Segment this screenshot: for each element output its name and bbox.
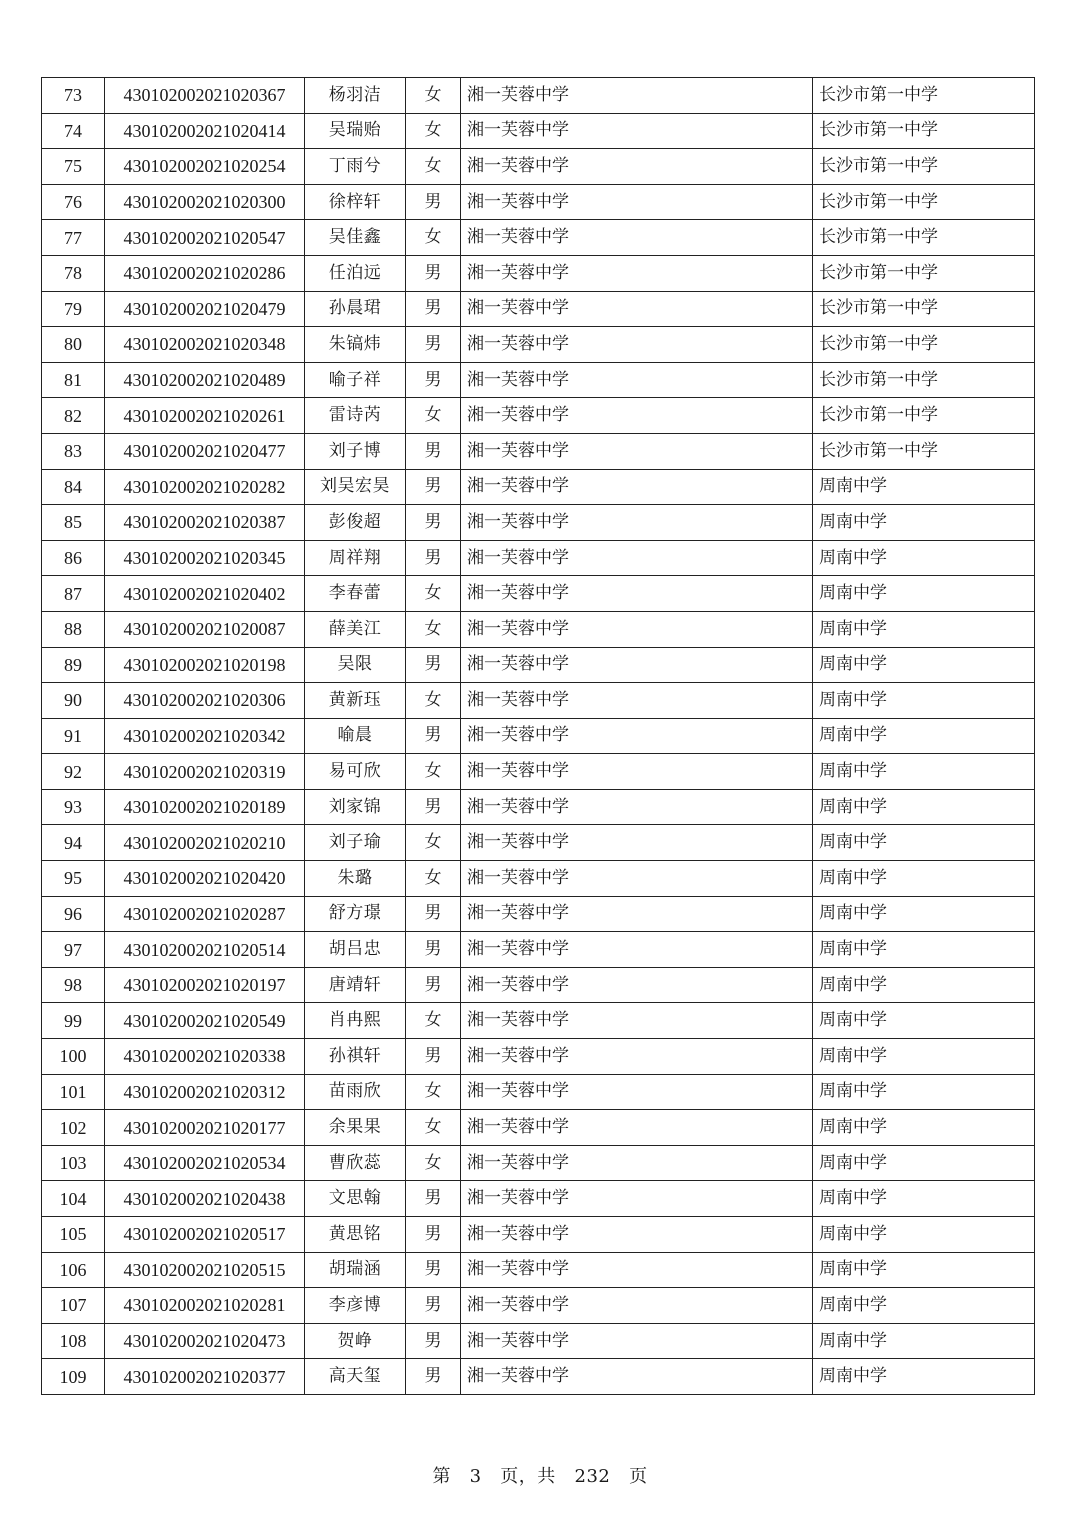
admitted-school-cell: 周南中学: [813, 1252, 1035, 1288]
middle-school-cell: 湘一芙蓉中学: [461, 789, 813, 825]
student-name-cell: 雷诗芮: [305, 398, 406, 434]
admitted-school-cell: 长沙市第一中学: [813, 291, 1035, 327]
student-name-cell: 吴限: [305, 647, 406, 683]
admitted-school-cell: 周南中学: [813, 540, 1035, 576]
admitted-school-cell: 周南中学: [813, 1217, 1035, 1253]
gender-cell: 男: [406, 184, 461, 220]
student-name-cell: 吴瑞贻: [305, 113, 406, 149]
row-number-cell: 82: [42, 398, 105, 434]
row-number-cell: 86: [42, 540, 105, 576]
table-row: [42, 1074, 1035, 1110]
admitted-school-cell: 周南中学: [813, 1145, 1035, 1181]
exam-id-cell: 430102002021020087: [105, 611, 305, 647]
row-number-cell: 76: [42, 184, 105, 220]
table-row: [42, 861, 1035, 897]
exam-id-cell: 430102002021020348: [105, 327, 305, 363]
row-number-cell: 108: [42, 1323, 105, 1359]
gender-cell: 男: [406, 1359, 461, 1395]
row-number-cell: 92: [42, 754, 105, 790]
student-name-cell: 肖冉熙: [305, 1003, 406, 1039]
table-row: [42, 540, 1035, 576]
middle-school-cell: 湘一芙蓉中学: [461, 1003, 813, 1039]
admitted-school-cell: 长沙市第一中学: [813, 113, 1035, 149]
middle-school-cell: 湘一芙蓉中学: [461, 718, 813, 754]
admitted-school-cell: 周南中学: [813, 932, 1035, 968]
gender-cell: 男: [406, 967, 461, 1003]
exam-id-cell: 430102002021020261: [105, 398, 305, 434]
row-number-cell: 88: [42, 611, 105, 647]
table-row: [42, 220, 1035, 256]
exam-id-cell: 430102002021020189: [105, 789, 305, 825]
exam-id-cell: 430102002021020377: [105, 1359, 305, 1395]
middle-school-cell: 湘一芙蓉中学: [461, 398, 813, 434]
middle-school-cell: 湘一芙蓉中学: [461, 611, 813, 647]
row-number-cell: 104: [42, 1181, 105, 1217]
footer-middle: 页，共: [500, 1466, 556, 1487]
middle-school-cell: 湘一芙蓉中学: [461, 1288, 813, 1324]
exam-id-cell: 430102002021020479: [105, 291, 305, 327]
gender-cell: 女: [406, 825, 461, 861]
row-number-cell: 73: [42, 78, 105, 114]
page-footer: [0, 1462, 1080, 1488]
footer-total-pages: 232: [574, 1466, 611, 1487]
student-name-cell: 黄思铭: [305, 1217, 406, 1253]
student-name-cell: 易可欣: [305, 754, 406, 790]
admitted-school-cell: 周南中学: [813, 647, 1035, 683]
row-number-cell: 84: [42, 469, 105, 505]
student-name-cell: 黄新珏: [305, 683, 406, 719]
admitted-school-cell: 周南中学: [813, 825, 1035, 861]
exam-id-cell: 430102002021020306: [105, 683, 305, 719]
middle-school-cell: 湘一芙蓉中学: [461, 967, 813, 1003]
table-row: [42, 184, 1035, 220]
student-name-cell: 高天玺: [305, 1359, 406, 1395]
table-row: [42, 327, 1035, 363]
middle-school-cell: 湘一芙蓉中学: [461, 754, 813, 790]
row-number-cell: 107: [42, 1288, 105, 1324]
row-number-cell: 103: [42, 1145, 105, 1181]
row-number-cell: 97: [42, 932, 105, 968]
exam-id-cell: 430102002021020300: [105, 184, 305, 220]
exam-id-cell: 430102002021020477: [105, 433, 305, 469]
footer-suffix: 页: [629, 1466, 648, 1487]
middle-school-cell: 湘一芙蓉中学: [461, 149, 813, 185]
exam-id-cell: 430102002021020489: [105, 362, 305, 398]
admitted-school-cell: 长沙市第一中学: [813, 327, 1035, 363]
admitted-school-cell: 周南中学: [813, 789, 1035, 825]
student-name-cell: 刘家锦: [305, 789, 406, 825]
exam-id-cell: 430102002021020282: [105, 469, 305, 505]
exam-id-cell: 430102002021020342: [105, 718, 305, 754]
gender-cell: 女: [406, 78, 461, 114]
exam-id-cell: 430102002021020197: [105, 967, 305, 1003]
middle-school-cell: 湘一芙蓉中学: [461, 540, 813, 576]
table-row: [42, 1217, 1035, 1253]
admitted-school-cell: 周南中学: [813, 469, 1035, 505]
student-name-cell: 喻子祥: [305, 362, 406, 398]
admitted-school-cell: 长沙市第一中学: [813, 149, 1035, 185]
exam-id-cell: 430102002021020198: [105, 647, 305, 683]
table-row: [42, 754, 1035, 790]
row-number-cell: 105: [42, 1217, 105, 1253]
student-name-cell: 曹欣蕊: [305, 1145, 406, 1181]
table-row: [42, 398, 1035, 434]
gender-cell: 女: [406, 754, 461, 790]
middle-school-cell: 湘一芙蓉中学: [461, 1110, 813, 1146]
exam-id-cell: 430102002021020281: [105, 1288, 305, 1324]
student-name-cell: 喻晨: [305, 718, 406, 754]
middle-school-cell: 湘一芙蓉中学: [461, 505, 813, 541]
student-name-cell: 丁雨兮: [305, 149, 406, 185]
gender-cell: 男: [406, 896, 461, 932]
student-name-cell: 文思翰: [305, 1181, 406, 1217]
gender-cell: 女: [406, 576, 461, 612]
gender-cell: 男: [406, 362, 461, 398]
gender-cell: 男: [406, 255, 461, 291]
student-name-cell: 唐靖轩: [305, 967, 406, 1003]
middle-school-cell: 湘一芙蓉中学: [461, 861, 813, 897]
admitted-school-cell: 长沙市第一中学: [813, 220, 1035, 256]
middle-school-cell: 湘一芙蓉中学: [461, 647, 813, 683]
gender-cell: 男: [406, 932, 461, 968]
middle-school-cell: 湘一芙蓉中学: [461, 1323, 813, 1359]
exam-id-cell: 430102002021020286: [105, 255, 305, 291]
middle-school-cell: 湘一芙蓉中学: [461, 433, 813, 469]
table-row: [42, 291, 1035, 327]
roster-body: [42, 78, 1035, 1395]
table-row: [42, 469, 1035, 505]
middle-school-cell: 湘一芙蓉中学: [461, 469, 813, 505]
student-name-cell: 李彦博: [305, 1288, 406, 1324]
admitted-school-cell: 周南中学: [813, 861, 1035, 897]
table-row: [42, 1252, 1035, 1288]
table-row: [42, 896, 1035, 932]
table-row: [42, 1288, 1035, 1324]
admitted-school-cell: 周南中学: [813, 1359, 1035, 1395]
middle-school-cell: 湘一芙蓉中学: [461, 1145, 813, 1181]
gender-cell: 男: [406, 327, 461, 363]
student-name-cell: 刘子博: [305, 433, 406, 469]
student-name-cell: 孙晨珺: [305, 291, 406, 327]
student-name-cell: 胡吕忠: [305, 932, 406, 968]
row-number-cell: 89: [42, 647, 105, 683]
gender-cell: 女: [406, 861, 461, 897]
row-number-cell: 85: [42, 505, 105, 541]
row-number-cell: 99: [42, 1003, 105, 1039]
gender-cell: 女: [406, 1074, 461, 1110]
middle-school-cell: 湘一芙蓉中学: [461, 1181, 813, 1217]
middle-school-cell: 湘一芙蓉中学: [461, 1217, 813, 1253]
middle-school-cell: 湘一芙蓉中学: [461, 220, 813, 256]
admitted-school-cell: 周南中学: [813, 896, 1035, 932]
footer-page-number: 3: [469, 1466, 482, 1487]
row-number-cell: 94: [42, 825, 105, 861]
footer-prefix: 第: [432, 1466, 451, 1487]
middle-school-cell: 湘一芙蓉中学: [461, 291, 813, 327]
row-number-cell: 75: [42, 149, 105, 185]
student-name-cell: 胡瑞涵: [305, 1252, 406, 1288]
middle-school-cell: 湘一芙蓉中学: [461, 184, 813, 220]
middle-school-cell: 湘一芙蓉中学: [461, 932, 813, 968]
gender-cell: 男: [406, 505, 461, 541]
exam-id-cell: 430102002021020254: [105, 149, 305, 185]
admitted-school-cell: 长沙市第一中学: [813, 398, 1035, 434]
admission-roster-table: [41, 77, 1035, 1395]
table-row: [42, 683, 1035, 719]
table-row: [42, 1039, 1035, 1075]
gender-cell: 女: [406, 113, 461, 149]
gender-cell: 男: [406, 540, 461, 576]
table-row: [42, 932, 1035, 968]
gender-cell: 男: [406, 1039, 461, 1075]
admitted-school-cell: 周南中学: [813, 754, 1035, 790]
middle-school-cell: 湘一芙蓉中学: [461, 1039, 813, 1075]
gender-cell: 男: [406, 1288, 461, 1324]
gender-cell: 男: [406, 1217, 461, 1253]
table-row: [42, 433, 1035, 469]
gender-cell: 女: [406, 611, 461, 647]
table-row: [42, 611, 1035, 647]
row-number-cell: 98: [42, 967, 105, 1003]
admitted-school-cell: 周南中学: [813, 1074, 1035, 1110]
middle-school-cell: 湘一芙蓉中学: [461, 113, 813, 149]
admitted-school-cell: 周南中学: [813, 1110, 1035, 1146]
student-name-cell: 朱镐炜: [305, 327, 406, 363]
middle-school-cell: 湘一芙蓉中学: [461, 1359, 813, 1395]
middle-school-cell: 湘一芙蓉中学: [461, 327, 813, 363]
student-name-cell: 徐梓轩: [305, 184, 406, 220]
middle-school-cell: 湘一芙蓉中学: [461, 1074, 813, 1110]
table-row: [42, 789, 1035, 825]
admitted-school-cell: 周南中学: [813, 718, 1035, 754]
admitted-school-cell: 长沙市第一中学: [813, 78, 1035, 114]
table-row: [42, 1359, 1035, 1395]
admitted-school-cell: 周南中学: [813, 967, 1035, 1003]
admitted-school-cell: 周南中学: [813, 1039, 1035, 1075]
table-row: [42, 78, 1035, 114]
row-number-cell: 101: [42, 1074, 105, 1110]
middle-school-cell: 湘一芙蓉中学: [461, 683, 813, 719]
table-row: [42, 1181, 1035, 1217]
row-number-cell: 106: [42, 1252, 105, 1288]
row-number-cell: 81: [42, 362, 105, 398]
table-row: [42, 1145, 1035, 1181]
exam-id-cell: 430102002021020345: [105, 540, 305, 576]
student-name-cell: 苗雨欣: [305, 1074, 406, 1110]
admitted-school-cell: 长沙市第一中学: [813, 362, 1035, 398]
student-name-cell: 吴佳鑫: [305, 220, 406, 256]
exam-id-cell: 430102002021020177: [105, 1110, 305, 1146]
exam-id-cell: 430102002021020515: [105, 1252, 305, 1288]
admitted-school-cell: 长沙市第一中学: [813, 184, 1035, 220]
student-name-cell: 彭俊超: [305, 505, 406, 541]
student-name-cell: 杨羽洁: [305, 78, 406, 114]
student-name-cell: 贺峥: [305, 1323, 406, 1359]
student-name-cell: 李春蕾: [305, 576, 406, 612]
row-number-cell: 100: [42, 1039, 105, 1075]
admitted-school-cell: 周南中学: [813, 611, 1035, 647]
gender-cell: 男: [406, 718, 461, 754]
middle-school-cell: 湘一芙蓉中学: [461, 825, 813, 861]
row-number-cell: 87: [42, 576, 105, 612]
exam-id-cell: 430102002021020473: [105, 1323, 305, 1359]
student-name-cell: 余果果: [305, 1110, 406, 1146]
gender-cell: 女: [406, 683, 461, 719]
gender-cell: 男: [406, 469, 461, 505]
gender-cell: 男: [406, 1323, 461, 1359]
gender-cell: 女: [406, 1110, 461, 1146]
exam-id-cell: 430102002021020534: [105, 1145, 305, 1181]
admitted-school-cell: 周南中学: [813, 1288, 1035, 1324]
admitted-school-cell: 周南中学: [813, 505, 1035, 541]
exam-id-cell: 430102002021020367: [105, 78, 305, 114]
row-number-cell: 109: [42, 1359, 105, 1395]
gender-cell: 男: [406, 789, 461, 825]
table-row: [42, 1003, 1035, 1039]
exam-id-cell: 430102002021020319: [105, 754, 305, 790]
row-number-cell: 78: [42, 255, 105, 291]
exam-id-cell: 430102002021020549: [105, 1003, 305, 1039]
student-name-cell: 刘子瑜: [305, 825, 406, 861]
exam-id-cell: 430102002021020438: [105, 1181, 305, 1217]
table-row: [42, 362, 1035, 398]
gender-cell: 男: [406, 1252, 461, 1288]
table-row: [42, 576, 1035, 612]
admitted-school-cell: 周南中学: [813, 1323, 1035, 1359]
gender-cell: 女: [406, 149, 461, 185]
gender-cell: 男: [406, 291, 461, 327]
student-name-cell: 朱璐: [305, 861, 406, 897]
row-number-cell: 77: [42, 220, 105, 256]
student-name-cell: 舒方璟: [305, 896, 406, 932]
exam-id-cell: 430102002021020420: [105, 861, 305, 897]
gender-cell: 男: [406, 1181, 461, 1217]
table-row: [42, 967, 1035, 1003]
row-number-cell: 93: [42, 789, 105, 825]
exam-id-cell: 430102002021020517: [105, 1217, 305, 1253]
student-name-cell: 任泊远: [305, 255, 406, 291]
row-number-cell: 102: [42, 1110, 105, 1146]
exam-id-cell: 430102002021020312: [105, 1074, 305, 1110]
table-row: [42, 255, 1035, 291]
row-number-cell: 74: [42, 113, 105, 149]
table-row: [42, 1110, 1035, 1146]
row-number-cell: 83: [42, 433, 105, 469]
student-name-cell: 刘吴宏昊: [305, 469, 406, 505]
admitted-school-cell: 周南中学: [813, 1003, 1035, 1039]
middle-school-cell: 湘一芙蓉中学: [461, 896, 813, 932]
student-name-cell: 孙祺轩: [305, 1039, 406, 1075]
exam-id-cell: 430102002021020514: [105, 932, 305, 968]
row-number-cell: 90: [42, 683, 105, 719]
table-row: [42, 113, 1035, 149]
table-row: [42, 1323, 1035, 1359]
row-number-cell: 96: [42, 896, 105, 932]
table-row: [42, 647, 1035, 683]
table-row: [42, 825, 1035, 861]
gender-cell: 女: [406, 1003, 461, 1039]
gender-cell: 男: [406, 433, 461, 469]
student-name-cell: 薛美江: [305, 611, 406, 647]
row-number-cell: 80: [42, 327, 105, 363]
middle-school-cell: 湘一芙蓉中学: [461, 576, 813, 612]
exam-id-cell: 430102002021020414: [105, 113, 305, 149]
row-number-cell: 79: [42, 291, 105, 327]
admitted-school-cell: 长沙市第一中学: [813, 255, 1035, 291]
exam-id-cell: 430102002021020402: [105, 576, 305, 612]
middle-school-cell: 湘一芙蓉中学: [461, 255, 813, 291]
gender-cell: 女: [406, 398, 461, 434]
student-name-cell: 周祥翔: [305, 540, 406, 576]
exam-id-cell: 430102002021020338: [105, 1039, 305, 1075]
exam-id-cell: 430102002021020210: [105, 825, 305, 861]
middle-school-cell: 湘一芙蓉中学: [461, 78, 813, 114]
table-row: [42, 505, 1035, 541]
table-row: [42, 149, 1035, 185]
middle-school-cell: 湘一芙蓉中学: [461, 1252, 813, 1288]
gender-cell: 男: [406, 647, 461, 683]
row-number-cell: 95: [42, 861, 105, 897]
exam-id-cell: 430102002021020547: [105, 220, 305, 256]
exam-id-cell: 430102002021020287: [105, 896, 305, 932]
admitted-school-cell: 周南中学: [813, 683, 1035, 719]
table-row: [42, 718, 1035, 754]
gender-cell: 女: [406, 220, 461, 256]
admitted-school-cell: 周南中学: [813, 576, 1035, 612]
admitted-school-cell: 周南中学: [813, 1181, 1035, 1217]
admitted-school-cell: 长沙市第一中学: [813, 433, 1035, 469]
exam-id-cell: 430102002021020387: [105, 505, 305, 541]
middle-school-cell: 湘一芙蓉中学: [461, 362, 813, 398]
gender-cell: 女: [406, 1145, 461, 1181]
row-number-cell: 91: [42, 718, 105, 754]
